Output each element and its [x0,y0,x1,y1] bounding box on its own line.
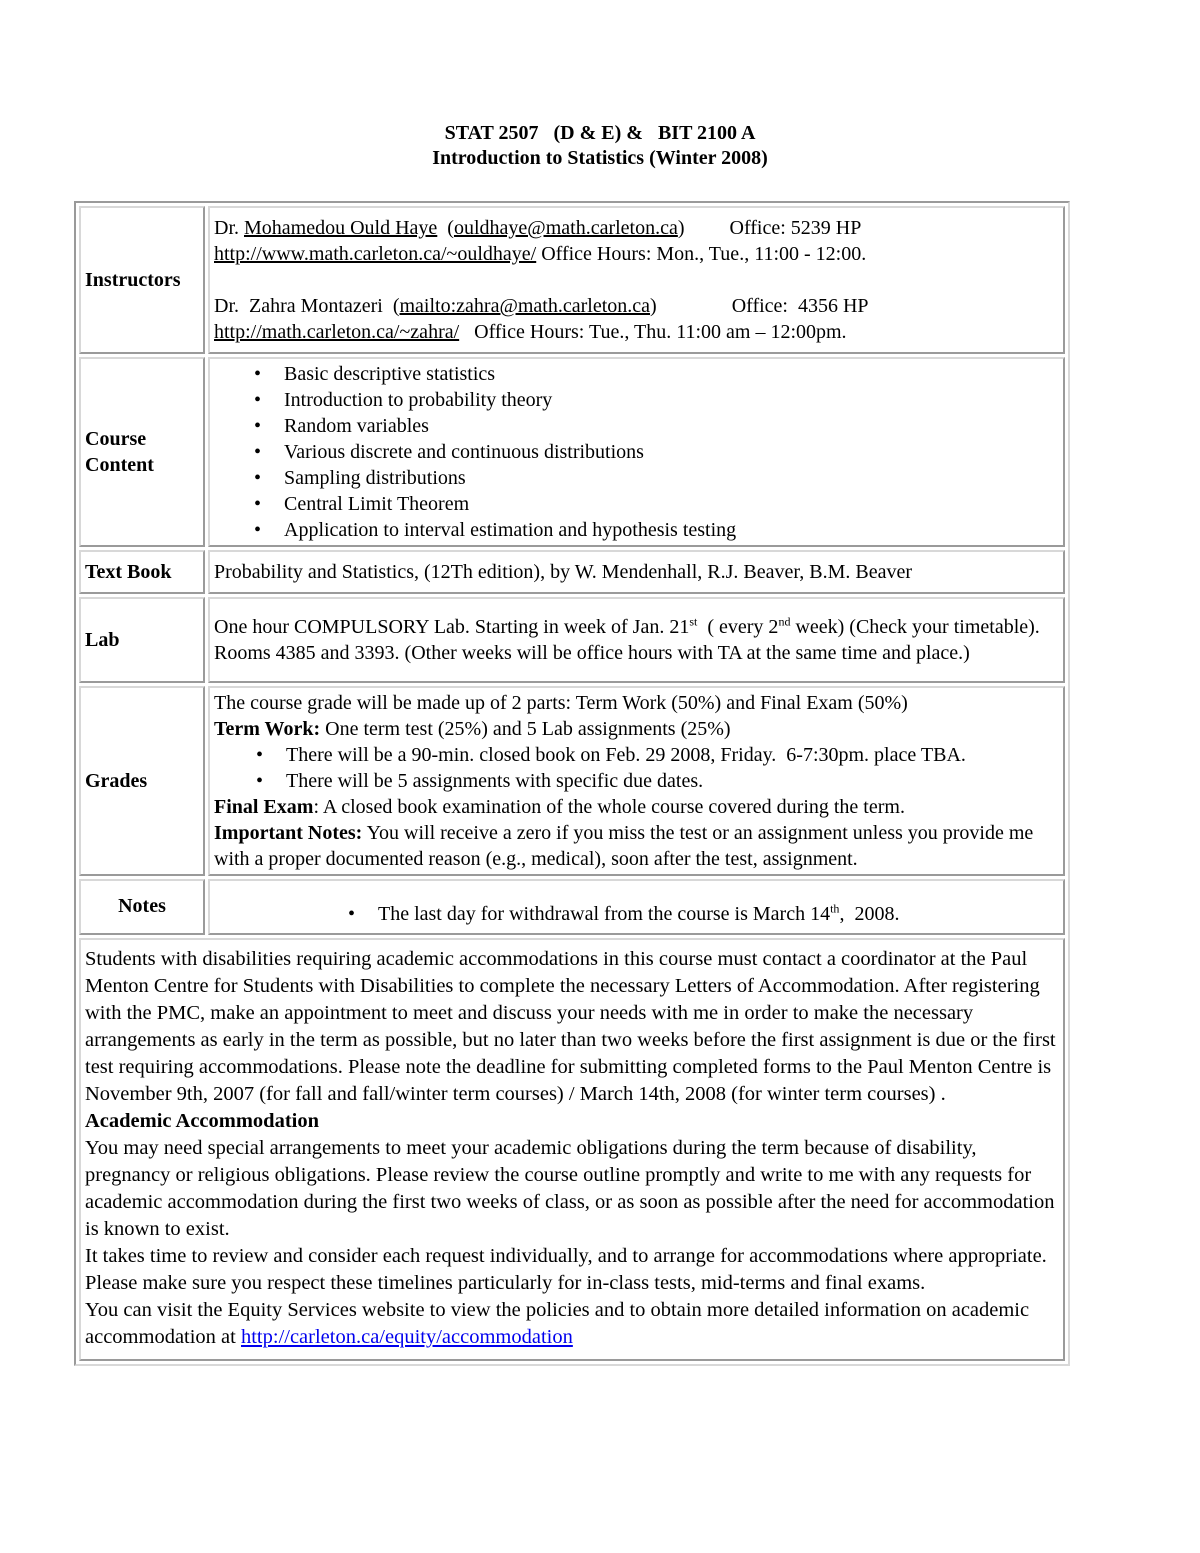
accommodation-cell [79,938,1065,1361]
accommodation-row [79,938,1065,1361]
course-content-label-line1: Course [85,428,147,450]
instructor1-name-link[interactable]: Mohamedou Ould Haye [244,217,438,239]
list-item: • Central Limit Theorem [254,493,470,515]
lab-cell [208,597,1065,683]
instructor2-url-link[interactable]: http://math.carleton.ca/~zahra/ [214,321,460,343]
instructor1-hours: Office Hours: Mon., Tue., 11:00 - 12:00. [536,243,867,265]
course-name-title: Introduction to Statistics (Winter 2008) [432,147,768,169]
grades-label: Grades [79,686,205,876]
grades-intro: The course grade will be made up of 2 parts: Term Work (50%) and Final Exam (50%) [214,692,908,714]
lab-row [79,597,1065,683]
list-item: • Application to interval estimation and hypothesis testing [254,519,737,541]
bullet-icon: • [256,744,264,766]
bullet-icon: • [254,519,262,541]
course-content-label [79,357,205,547]
instructors-label: Instructors [79,206,205,354]
lab-text-1: One hour COMPULSORY Lab. Starting in week of Jan. 21 [214,616,690,638]
term-work-text: One term test (25%) and 5 Lab assignments (25%) [320,718,731,740]
lab-label: Lab [79,597,205,683]
list-item: • Random variables [254,415,429,437]
grades-row [79,686,1065,876]
notes-cell [208,879,1065,935]
accommodation-paragraph-2: It takes time to review and consider each request individually, and to arrange for accommodations where appropriate. Please make sure you respect these timelines particularly for in-class tests, mid-terms and final exams. [85,1245,1047,1294]
bullet-icon: • [254,467,262,489]
course-content-row [79,357,1065,547]
bullet-icon: • [254,363,262,385]
course-info-table [74,201,1070,1366]
instructor1-office: Office: 5239 HP [729,217,862,239]
instructor1-url-link[interactable]: http://www.math.carleton.ca/~ouldhaye/ [214,243,537,265]
bullet-icon: • [254,415,262,437]
list-item: • The last day for withdrawal from the course is March 14th, 2008. [348,900,900,925]
list-item: • Various discrete and continuous distributions [254,441,644,463]
notes-label: Notes [79,879,205,935]
equity-accommodation-link[interactable]: http://carleton.ca/equity/accommodation [240,1326,573,1348]
list-item: • Introduction to probability theory [254,389,553,411]
instructors-cell: Dr. Mohamedou Ould Haye (ouldhaye@math.carleton.ca) Office: 5239 HP http://www.math.carleton.ca/~ouldhaye/ Office Hours: Mon., Tue., 11:00 - 12:00. Dr. Zahra Montazeri (mailto:zahra@math.carleton.ca) Office: 4356 HP http://math.carleton.ca/~zahra/ Office Hours: Tue., Thu. 11:00 am – 12:00pm. [208,206,1065,354]
notes-row [79,879,1065,935]
final-exam-text: : A closed book examination of the whole course covered during the term. [313,796,905,818]
bullet-icon: • [254,441,262,463]
grades-cell [208,686,1065,876]
academic-accommodation-heading: Academic Accommodation [85,1110,319,1132]
grades-list [214,742,1059,794]
course-content-list [214,361,1059,543]
instructor1-prefix: Dr. [214,217,244,239]
final-exam-label: Final Exam [214,796,314,818]
accommodation-paragraph-3: You can visit the Equity Services website to view the policies and to obtain more detailed information on academic accommodation at [85,1299,1030,1348]
lab-text-2: ( every 2 [697,616,779,638]
important-notes-label: Important Notes: [214,822,363,844]
list-item: • Sampling distributions [254,467,466,489]
course-code-title: STAT 2507 (D & E) & BIT 2100 A [444,122,756,144]
notes-list [214,901,1059,927]
lab-sup-1: st [689,614,698,629]
textbook-text: Probability and Statistics, (12Th edition), by W. Mendenhall, R.J. Beaver, B.M. Beaver [208,550,1065,594]
bullet-icon: • [254,493,262,515]
bullet-icon: • [254,389,262,411]
list-item: • There will be 5 assignments with specific due dates. [256,770,704,792]
bullet-icon: • [256,770,264,792]
course-content-cell [208,357,1065,547]
instructor2-hours: Office Hours: Tue., Thu. 11:00 am – 12:00pm. [459,321,847,343]
list-item: • There will be a 90-min. closed book on Feb. 29 2008, Friday. 6-7:30pm. place TBA. [256,744,966,766]
important-notes-text: You will receive a zero if you miss the test or an assignment unless you provide me with a proper documented reason (e.g., medical), soon after the test, assignment. [214,822,1034,870]
instructors-row [79,206,1065,354]
accommodation-paragraph-1: You may need special arrangements to meet your academic obligations during the term because of disability, pregnancy or religious obligations. Please review the course outline promptly and write to me with any requests for academic accommodation during the first two weeks of class, or as soon as possible after the need for accommodation is known to exist. [85,1137,1055,1240]
lab-text-3: week) (Check your timetable). Rooms 4385 and 3393. (Other weeks will be office hours with TA at the same time and place.) [214,616,1040,664]
course-content-label-line2: Content [85,454,154,476]
instructor2-office: Office: 4356 HP [731,295,869,317]
instructor1-email-link[interactable]: ouldhaye@math.carleton.ca [453,217,678,239]
lab-sup-2: nd [778,614,791,629]
instructor2-name: Dr. Zahra Montazeri [214,295,393,317]
disabilities-paragraph: Students with disabilities requiring academic accommodations in this course must contact a coordinator at the Paul Menton Centre for Students with Disabilities to complete the necessary Letters of Accommodation. After registering with the PMC, make an appointment to meet and discuss your needs with me in order to make the necessary arrangements as early in the term as possible, but no later than two weeks before the first assignment is due or the first test requiring accommodations. Please note the deadline for submitting completed forms to the Paul Menton Centre is November 9th, 2007 (for fall and fall/winter term courses) / March 14th, 2008 (for winter term courses) . [85,948,1056,1105]
instructor2-email-link[interactable]: mailto:zahra@math.carleton.ca [399,295,651,317]
list-item: • Basic descriptive statistics [254,363,496,385]
textbook-row [79,550,1065,594]
term-work-label: Term Work: [214,718,321,740]
textbook-label: Text Book [79,550,205,594]
bullet-icon: • [348,902,356,925]
